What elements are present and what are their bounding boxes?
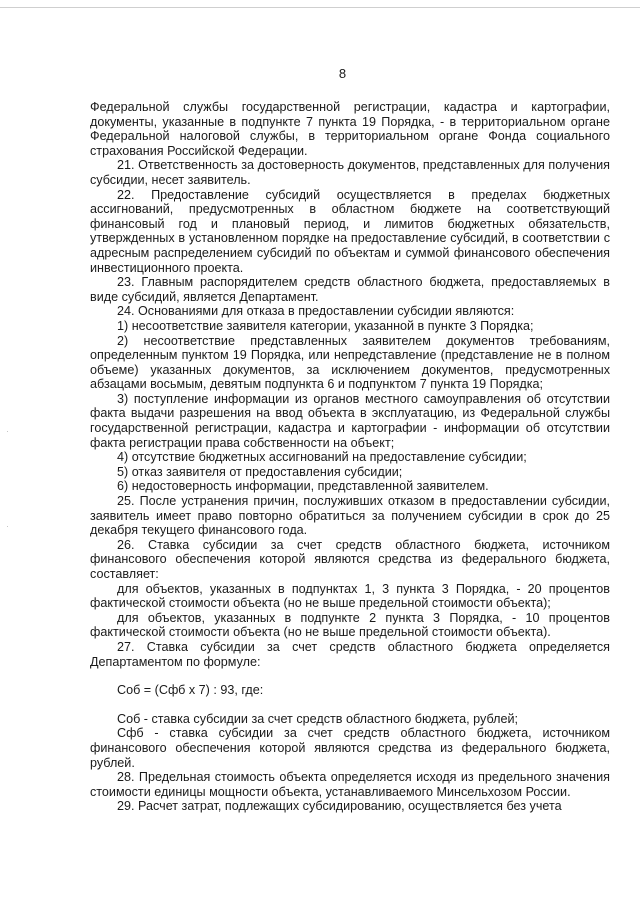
paragraph: 25. После устранения причин, послуживших отказом в предоставлении субсидии, заявитель имеет право повторно обратиться за получением субсидии в срок до 25 декабря текущего финансового года. <box>90 494 610 538</box>
paragraph: 23. Главным распорядителем средств областного бюджета, предоставляемых в виде субсидий, является Департамент. <box>90 275 610 304</box>
margin-tick-mark: · <box>6 426 9 436</box>
sub-paragraph: для объектов, указанных в подпунктах 1, 3 пункта 3 Порядка, - 20 процентов фактической стоимости объекта (но не выше предельной стоимости объекта); <box>90 581 610 611</box>
paragraph: 27. Ставка субсидии за счет средств областного бюджета определяется Департаментом по формуле: <box>90 639 610 669</box>
page-number: 8 <box>338 66 347 81</box>
margin-tick-mark: · <box>6 521 9 531</box>
document-body <box>90 100 610 814</box>
list-item: 5) отказ заявителя от предоставления субсидии; <box>117 464 403 479</box>
paragraph: 29. Расчет затрат, подлежащих субсидированию, осуществляется без учета <box>117 799 562 814</box>
paragraph: 28. Предельная стоимость объекта определяется исходя из предельного значения стоимости единицы мощности объекта, устанавливаемого Минсельхозом России. <box>90 770 610 799</box>
formula: Соб = (Сфб х 7) : 93, где: <box>117 683 264 698</box>
paragraph: 22. Предоставление субсидий осуществляется в пределах бюджетных ассигнований, предусмотренных в областном бюджете на соответствующий финансовый год и плановый период, и лимитов бюджетных обязательств, утвержденных в установленном порядке на предоставление субсидий, в соответствии с адресным распределением субсидий по объектам и суммой финансового обеспечения инвестиционного проекта. <box>90 187 610 275</box>
list-item: 2) несоответствие представленных заявителем документов требованиям, определенным пунктом 19 Порядка, или непредставление (представление не в полном объеме) указанных документов, за исключением документов, предусмотренных абзацами восьмым, девятым подпункта 6 и подпунктом 7 пункта 19 Порядка; <box>90 333 610 392</box>
sub-paragraph: для объектов, указанных в подпункте 2 пункта 3 Порядка, - 10 процентов фактической стоимости объекта (но не выше предельной стоимости объекта). <box>90 610 610 640</box>
definition: Соб - ставка субсидии за счет средств областного бюджета, рублей; <box>117 711 518 726</box>
list-item: 4) отсутствие бюджетных ассигнований на предоставление субсидии; <box>117 450 527 465</box>
definition: Сфб - ставка субсидии за счет средств областного бюджета, источником финансового обеспечения которой являются средства из федерального бюджета, рублей. <box>90 726 610 770</box>
paragraph: 24. Основаниями для отказа в предоставлении субсидии являются: <box>117 304 515 319</box>
paragraph: 26. Ставка субсидии за счет средств областного бюджета, источником финансового обеспечения которой являются средства из федерального бюджета, составляет: <box>90 537 610 581</box>
paragraph: Федеральной службы государственной регистрации, кадастра и картографии, документы, указанные в подпункте 7 пункта 19 Порядка, - в территориальном органе Федеральной налоговой службы, в территориальном органе Фонда социального страхования Российской Федерации. <box>90 100 610 158</box>
list-item: 6) недостоверность информации, представленной заявителем. <box>117 479 489 494</box>
list-item: 1) несоответствие заявителя категории, указанной в пункте 3 Порядка; <box>117 318 534 333</box>
paragraph: 21. Ответственность за достоверность документов, представленных для получения субсидии, несет заявитель. <box>90 158 610 187</box>
list-item: 3) поступление информации из органов местного самоуправления об отсутствии факта выдачи разрешения на ввод объекта в эксплуатацию, из Федеральной службы государственной регистрации, кадастра и картографии - информации об отсутствии факта регистрации права собственности на объект; <box>90 391 610 450</box>
scan-edge-line <box>0 7 640 8</box>
